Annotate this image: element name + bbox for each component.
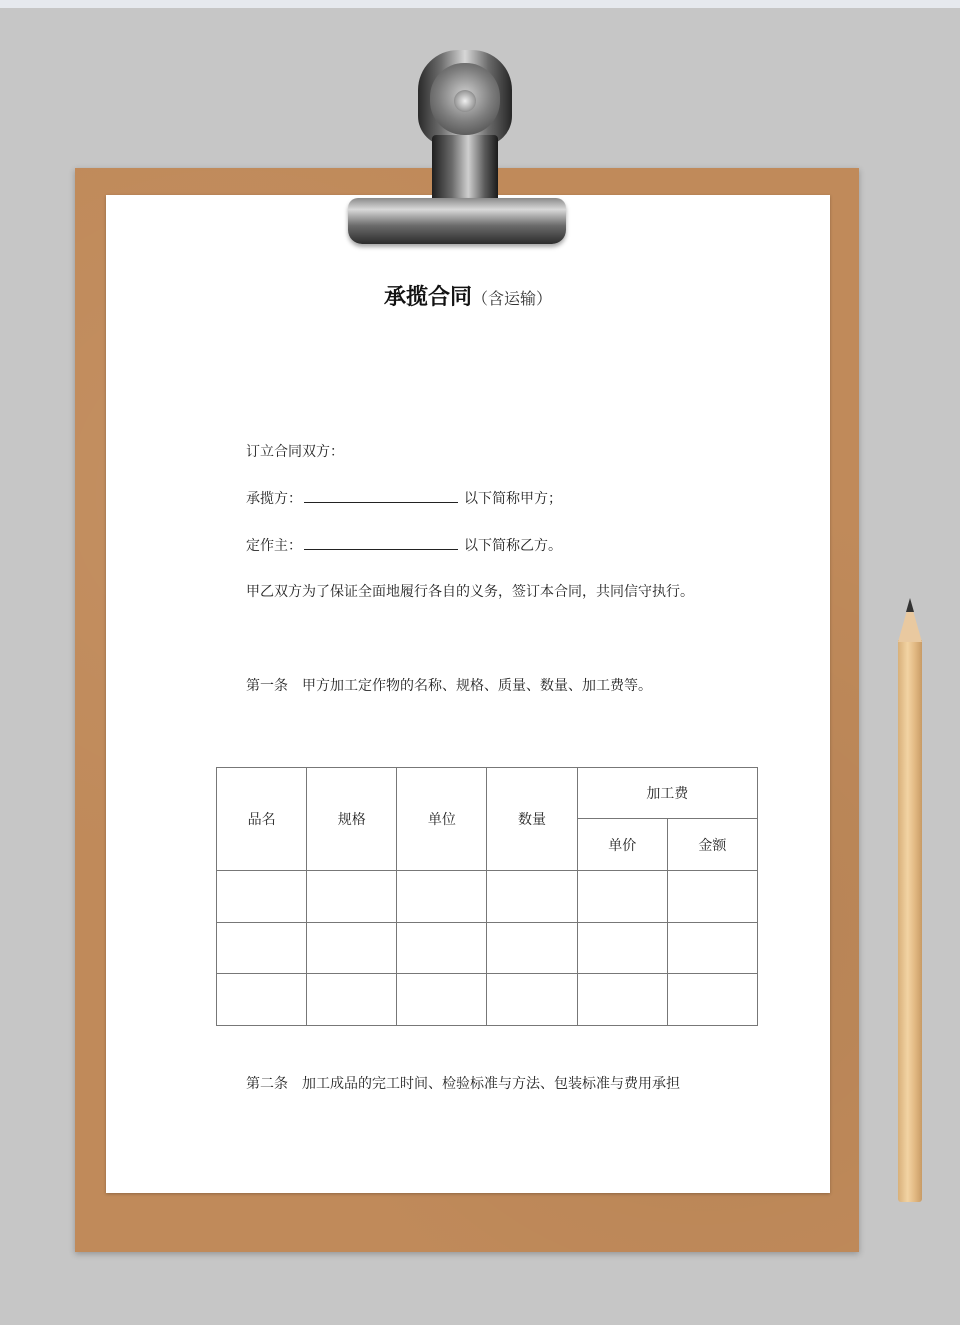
table-cell[interactable] bbox=[217, 974, 307, 1026]
table-row bbox=[217, 923, 758, 974]
intro-paragraph: 甲乙双方为了保证全面地履行各自的义务，签订本合同，共同信守执行。 bbox=[246, 584, 694, 600]
document-title-sub: （含运输） bbox=[472, 289, 553, 308]
client-label: 定作主： bbox=[246, 538, 302, 554]
binder-clip-neck bbox=[432, 135, 498, 205]
table-cell[interactable] bbox=[577, 923, 667, 974]
contractor-name-field[interactable] bbox=[304, 488, 458, 503]
table-cell[interactable] bbox=[487, 871, 577, 923]
top-strip bbox=[0, 0, 960, 8]
parties-heading: 订立合同双方： bbox=[246, 444, 344, 460]
client-name-field[interactable] bbox=[304, 535, 458, 550]
client-line bbox=[246, 535, 562, 555]
document-title-main: 承揽合同 bbox=[383, 285, 472, 310]
contractor-line bbox=[246, 488, 562, 508]
header-unit: 单位 bbox=[397, 768, 487, 871]
table-cell[interactable] bbox=[487, 923, 577, 974]
contractor-suffix: 以下简称甲方； bbox=[464, 491, 562, 507]
header-quantity: 数量 bbox=[487, 768, 577, 871]
fee-table bbox=[216, 767, 758, 1026]
document-title bbox=[106, 280, 830, 311]
client-suffix: 以下简称乙方。 bbox=[464, 538, 562, 554]
header-amount: 金额 bbox=[667, 819, 757, 871]
table-cell[interactable] bbox=[667, 974, 757, 1026]
table-cell[interactable] bbox=[307, 974, 397, 1026]
article-one: 第一条 甲方加工定作物的名称、规格、质量、数量、加工费等。 bbox=[246, 678, 652, 694]
header-spec: 规格 bbox=[307, 768, 397, 871]
table-cell[interactable] bbox=[667, 871, 757, 923]
binder-clip-base bbox=[348, 198, 566, 244]
table-cell[interactable] bbox=[307, 871, 397, 923]
article-two: 第二条 加工成品的完工时间、检验标准与方法、包装标准与费用承担 bbox=[246, 1076, 680, 1092]
pencil-lead bbox=[906, 598, 914, 612]
table-cell[interactable] bbox=[487, 974, 577, 1026]
header-unit-price: 单价 bbox=[577, 819, 667, 871]
table-cell[interactable] bbox=[577, 974, 667, 1026]
binder-clip-rivet bbox=[454, 90, 476, 112]
pencil-icon bbox=[898, 640, 922, 1202]
table-cell[interactable] bbox=[667, 923, 757, 974]
table-cell[interactable] bbox=[397, 923, 487, 974]
table-cell[interactable] bbox=[577, 871, 667, 923]
table-cell[interactable] bbox=[217, 923, 307, 974]
header-processing-fee: 加工费 bbox=[577, 768, 757, 819]
table-row bbox=[217, 974, 758, 1026]
table-cell[interactable] bbox=[307, 923, 397, 974]
table-cell[interactable] bbox=[397, 871, 487, 923]
table-row bbox=[217, 871, 758, 923]
table-cell[interactable] bbox=[217, 871, 307, 923]
table-cell[interactable] bbox=[397, 974, 487, 1026]
contractor-label: 承揽方： bbox=[246, 491, 302, 507]
header-item-name: 品名 bbox=[217, 768, 307, 871]
